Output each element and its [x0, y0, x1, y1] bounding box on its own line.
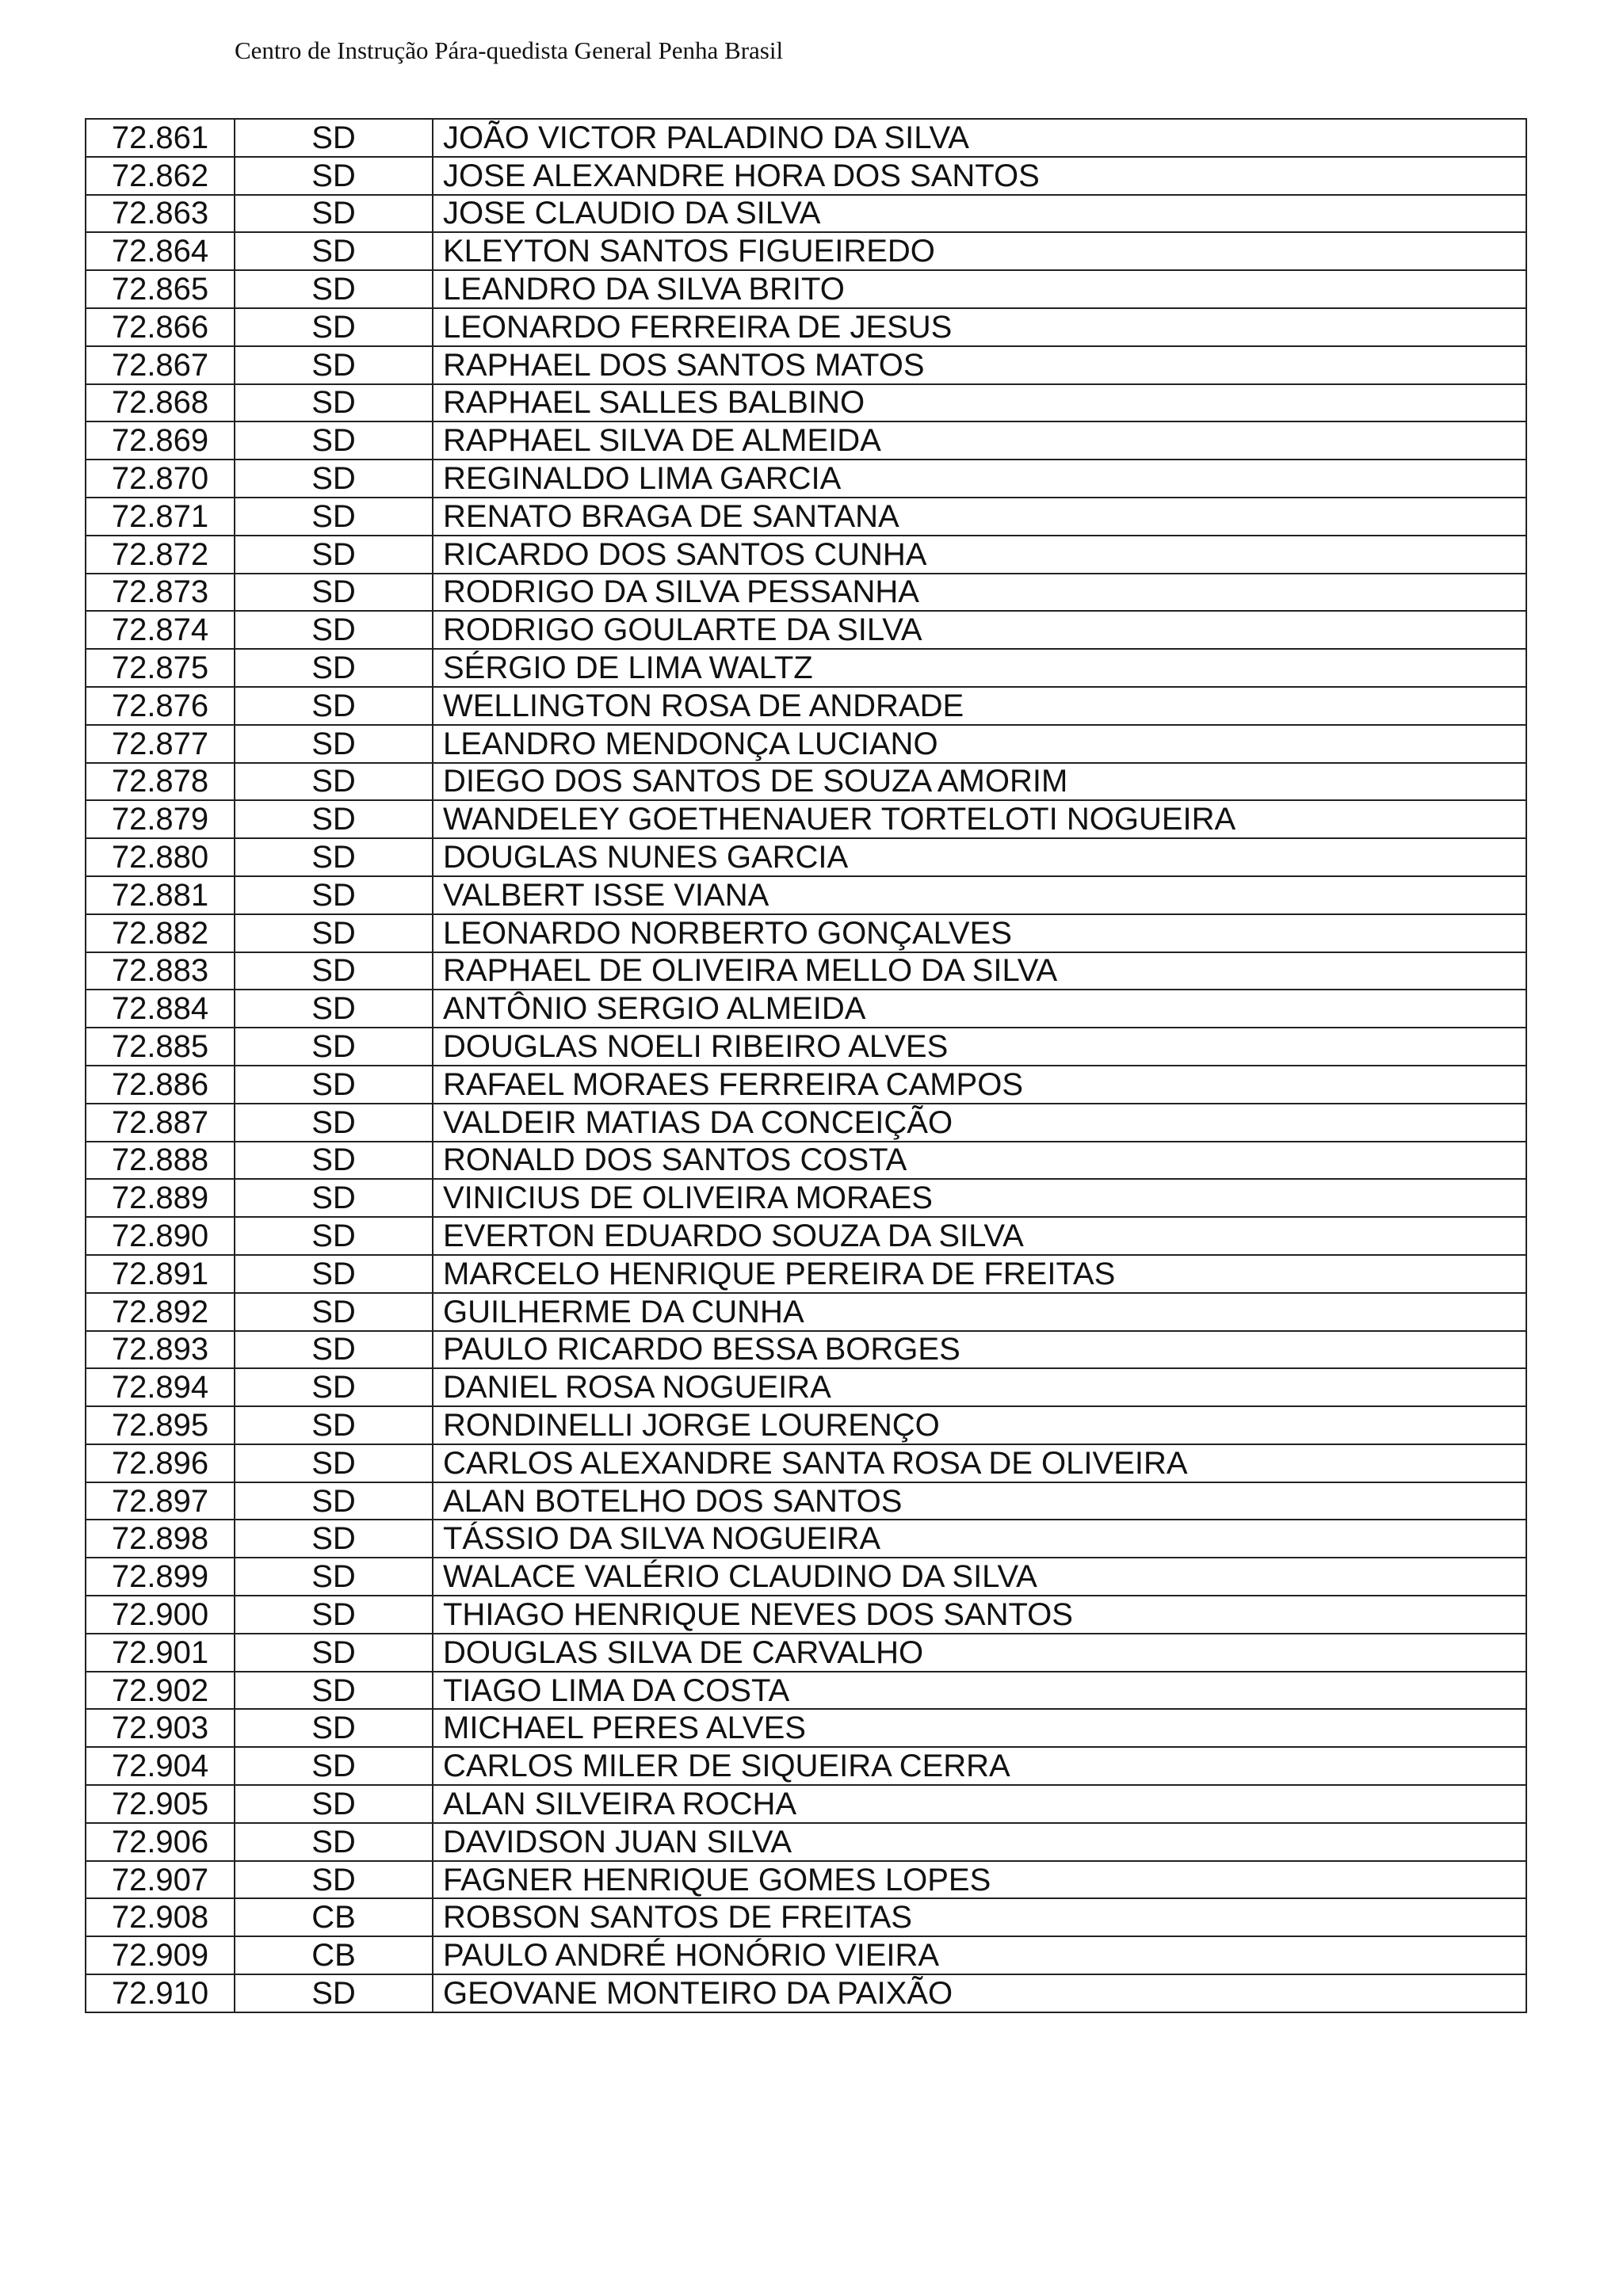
registration-number-cell: 72.909: [86, 1936, 235, 1974]
table-row: [86, 346, 1526, 384]
rank-cell: SD: [235, 1104, 433, 1142]
table-row: [86, 687, 1526, 725]
registration-number-cell: 72.861: [86, 119, 235, 157]
rank-cell: SD: [235, 1066, 433, 1104]
registration-number-cell: 72.877: [86, 725, 235, 763]
registration-number-cell: 72.885: [86, 1028, 235, 1066]
registration-number-cell: 72.879: [86, 800, 235, 838]
table-row: [86, 763, 1526, 801]
name-cell: ALAN BOTELHO DOS SANTOS: [433, 1482, 1526, 1520]
name-cell: REGINALDO LIMA GARCIA: [433, 460, 1526, 498]
registration-number-cell: 72.902: [86, 1672, 235, 1710]
rank-cell: SD: [235, 611, 433, 649]
table-row: [86, 1444, 1526, 1482]
rank-cell: SD: [235, 1672, 433, 1710]
table-row: [86, 1823, 1526, 1861]
rank-cell: SD: [235, 725, 433, 763]
table-row: [86, 876, 1526, 914]
name-cell: MARCELO HENRIQUE PEREIRA DE FREITAS: [433, 1255, 1526, 1293]
registration-number-cell: 72.864: [86, 232, 235, 270]
rank-cell: SD: [235, 346, 433, 384]
name-cell: LEANDRO DA SILVA BRITO: [433, 270, 1526, 308]
name-cell: RAPHAEL SILVA DE ALMEIDA: [433, 421, 1526, 460]
table-row: [86, 725, 1526, 763]
table-row: [86, 838, 1526, 876]
name-cell: TIAGO LIMA DA COSTA: [433, 1672, 1526, 1710]
rank-cell: CB: [235, 1898, 433, 1936]
registration-number-cell: 72.865: [86, 270, 235, 308]
rank-cell: SD: [235, 157, 433, 195]
name-cell: DOUGLAS NOELI RIBEIRO ALVES: [433, 1028, 1526, 1066]
rank-cell: SD: [235, 1179, 433, 1217]
rank-cell: SD: [235, 1444, 433, 1482]
registration-number-cell: 72.894: [86, 1368, 235, 1406]
rank-cell: SD: [235, 1785, 433, 1823]
rank-cell: SD: [235, 952, 433, 990]
rank-cell: SD: [235, 1482, 433, 1520]
registration-number-cell: 72.907: [86, 1861, 235, 1899]
table-row: [86, 1558, 1526, 1596]
registration-number-cell: 72.900: [86, 1596, 235, 1634]
rank-cell: SD: [235, 763, 433, 801]
rank-cell: SD: [235, 1293, 433, 1331]
table-row: [86, 1634, 1526, 1672]
registration-number-cell: 72.878: [86, 763, 235, 801]
rank-cell: SD: [235, 1028, 433, 1066]
table-row: [86, 232, 1526, 270]
registration-number-cell: 72.881: [86, 876, 235, 914]
rank-cell: SD: [235, 1861, 433, 1899]
name-cell: LEANDRO MENDONÇA LUCIANO: [433, 725, 1526, 763]
table-row: [86, 1066, 1526, 1104]
table-row: [86, 536, 1526, 574]
registration-number-cell: 72.862: [86, 157, 235, 195]
name-cell: WELLINGTON ROSA DE ANDRADE: [433, 687, 1526, 725]
name-cell: LEONARDO NORBERTO GONÇALVES: [433, 914, 1526, 952]
registration-number-cell: 72.893: [86, 1331, 235, 1369]
registration-number-cell: 72.868: [86, 384, 235, 422]
rank-cell: CB: [235, 1936, 433, 1974]
name-cell: GEOVANE MONTEIRO DA PAIXÃO: [433, 1974, 1526, 2012]
table-row: [86, 1104, 1526, 1142]
rank-cell: SD: [235, 1217, 433, 1255]
rank-cell: SD: [235, 536, 433, 574]
rank-cell: SD: [235, 498, 433, 536]
name-cell: FAGNER HENRIQUE GOMES LOPES: [433, 1861, 1526, 1899]
registration-number-cell: 72.910: [86, 1974, 235, 2012]
rank-cell: SD: [235, 1406, 433, 1444]
rank-cell: SD: [235, 1974, 433, 2012]
registration-number-cell: 72.890: [86, 1217, 235, 1255]
registration-number-cell: 72.888: [86, 1142, 235, 1180]
table-row: [86, 1255, 1526, 1293]
name-cell: RODRIGO GOULARTE DA SILVA: [433, 611, 1526, 649]
table-row: [86, 157, 1526, 195]
registration-number-cell: 72.872: [86, 536, 235, 574]
name-cell: RENATO BRAGA DE SANTANA: [433, 498, 1526, 536]
name-cell: PAULO RICARDO BESSA BORGES: [433, 1331, 1526, 1369]
table-row: [86, 119, 1526, 157]
registration-number-cell: 72.871: [86, 498, 235, 536]
registration-number-cell: 72.891: [86, 1255, 235, 1293]
registration-number-cell: 72.895: [86, 1406, 235, 1444]
registration-number-cell: 72.896: [86, 1444, 235, 1482]
rank-cell: SD: [235, 1596, 433, 1634]
table-row: [86, 1596, 1526, 1634]
table-row: [86, 1861, 1526, 1899]
registration-number-cell: 72.905: [86, 1785, 235, 1823]
registration-number-cell: 72.899: [86, 1558, 235, 1596]
registration-number-cell: 72.903: [86, 1709, 235, 1747]
table-row: [86, 574, 1526, 612]
rank-cell: SD: [235, 308, 433, 346]
registration-number-cell: 72.870: [86, 460, 235, 498]
name-cell: RICARDO DOS SANTOS CUNHA: [433, 536, 1526, 574]
table-row: [86, 1217, 1526, 1255]
registration-number-cell: 72.906: [86, 1823, 235, 1861]
registration-number-cell: 72.901: [86, 1634, 235, 1672]
name-cell: CARLOS ALEXANDRE SANTA ROSA DE OLIVEIRA: [433, 1444, 1526, 1482]
table-row: [86, 1293, 1526, 1331]
registration-number-cell: 72.887: [86, 1104, 235, 1142]
rank-cell: SD: [235, 1634, 433, 1672]
rank-cell: SD: [235, 1142, 433, 1180]
table-row: [86, 1142, 1526, 1180]
name-cell: DOUGLAS SILVA DE CARVALHO: [433, 1634, 1526, 1672]
rank-cell: SD: [235, 195, 433, 233]
rank-cell: SD: [235, 876, 433, 914]
table-row: [86, 384, 1526, 422]
name-cell: JOSE ALEXANDRE HORA DOS SANTOS: [433, 157, 1526, 195]
name-cell: RONDINELLI JORGE LOURENÇO: [433, 1406, 1526, 1444]
name-cell: CARLOS MILER DE SIQUEIRA CERRA: [433, 1747, 1526, 1785]
name-cell: SÉRGIO DE LIMA WALTZ: [433, 649, 1526, 687]
roster-table: [85, 118, 1527, 2013]
name-cell: ALAN SILVEIRA ROCHA: [433, 1785, 1526, 1823]
table-row: [86, 308, 1526, 346]
rank-cell: SD: [235, 687, 433, 725]
table-row: [86, 1898, 1526, 1936]
rank-cell: SD: [235, 119, 433, 157]
table-row: [86, 649, 1526, 687]
registration-number-cell: 72.866: [86, 308, 235, 346]
name-cell: VALBERT ISSE VIANA: [433, 876, 1526, 914]
registration-number-cell: 72.880: [86, 838, 235, 876]
name-cell: ROBSON SANTOS DE FREITAS: [433, 1898, 1526, 1936]
page-header: Centro de Instrução Pára-quedista General Penha Brasil: [235, 36, 784, 64]
rank-cell: SD: [235, 421, 433, 460]
table-row: [86, 1785, 1526, 1823]
registration-number-cell: 72.884: [86, 990, 235, 1028]
registration-number-cell: 72.886: [86, 1066, 235, 1104]
table-row: [86, 800, 1526, 838]
table-row: [86, 1406, 1526, 1444]
rank-cell: SD: [235, 1709, 433, 1747]
rank-cell: SD: [235, 1331, 433, 1369]
registration-number-cell: 72.897: [86, 1482, 235, 1520]
table-row: [86, 1179, 1526, 1217]
rank-cell: SD: [235, 914, 433, 952]
table-row: [86, 1482, 1526, 1520]
table-row: [86, 498, 1526, 536]
table-row: [86, 611, 1526, 649]
table-row: [86, 195, 1526, 233]
name-cell: TÁSSIO DA SILVA NOGUEIRA: [433, 1520, 1526, 1558]
name-cell: LEONARDO FERREIRA DE JESUS: [433, 308, 1526, 346]
name-cell: JOÃO VICTOR PALADINO DA SILVA: [433, 119, 1526, 157]
rank-cell: SD: [235, 270, 433, 308]
name-cell: PAULO ANDRÉ HONÓRIO VIEIRA: [433, 1936, 1526, 1974]
name-cell: ANTÔNIO SERGIO ALMEIDA: [433, 990, 1526, 1028]
name-cell: RAPHAEL SALLES BALBINO: [433, 384, 1526, 422]
name-cell: RONALD DOS SANTOS COSTA: [433, 1142, 1526, 1180]
table-row: [86, 1709, 1526, 1747]
name-cell: GUILHERME DA CUNHA: [433, 1293, 1526, 1331]
name-cell: RAPHAEL DOS SANTOS MATOS: [433, 346, 1526, 384]
rank-cell: SD: [235, 800, 433, 838]
name-cell: RAPHAEL DE OLIVEIRA MELLO DA SILVA: [433, 952, 1526, 990]
table-row: [86, 1520, 1526, 1558]
table-row: [86, 990, 1526, 1028]
name-cell: EVERTON EDUARDO SOUZA DA SILVA: [433, 1217, 1526, 1255]
rank-cell: SD: [235, 574, 433, 612]
registration-number-cell: 72.873: [86, 574, 235, 612]
registration-number-cell: 72.875: [86, 649, 235, 687]
rank-cell: SD: [235, 1520, 433, 1558]
registration-number-cell: 72.876: [86, 687, 235, 725]
name-cell: KLEYTON SANTOS FIGUEIREDO: [433, 232, 1526, 270]
rank-cell: SD: [235, 1255, 433, 1293]
table-row: [86, 1331, 1526, 1369]
name-cell: DAVIDSON JUAN SILVA: [433, 1823, 1526, 1861]
registration-number-cell: 72.892: [86, 1293, 235, 1331]
name-cell: THIAGO HENRIQUE NEVES DOS SANTOS: [433, 1596, 1526, 1634]
registration-number-cell: 72.904: [86, 1747, 235, 1785]
registration-number-cell: 72.863: [86, 195, 235, 233]
table-row: [86, 1368, 1526, 1406]
rank-cell: SD: [235, 384, 433, 422]
name-cell: JOSE CLAUDIO DA SILVA: [433, 195, 1526, 233]
registration-number-cell: 72.874: [86, 611, 235, 649]
registration-number-cell: 72.898: [86, 1520, 235, 1558]
table-row: [86, 460, 1526, 498]
rank-cell: SD: [235, 649, 433, 687]
rank-cell: SD: [235, 1747, 433, 1785]
registration-number-cell: 72.882: [86, 914, 235, 952]
registration-number-cell: 72.908: [86, 1898, 235, 1936]
rank-cell: SD: [235, 990, 433, 1028]
name-cell: WALACE VALÉRIO CLAUDINO DA SILVA: [433, 1558, 1526, 1596]
rank-cell: SD: [235, 1368, 433, 1406]
rank-cell: SD: [235, 232, 433, 270]
table-row: [86, 1672, 1526, 1710]
rank-cell: SD: [235, 460, 433, 498]
roster-body: [86, 119, 1526, 2012]
name-cell: DANIEL ROSA NOGUEIRA: [433, 1368, 1526, 1406]
table-row: [86, 1974, 1526, 2012]
registration-number-cell: 72.889: [86, 1179, 235, 1217]
table-row: [86, 421, 1526, 460]
name-cell: VALDEIR MATIAS DA CONCEIÇÃO: [433, 1104, 1526, 1142]
table-row: [86, 1028, 1526, 1066]
name-cell: RODRIGO DA SILVA PESSANHA: [433, 574, 1526, 612]
registration-number-cell: 72.883: [86, 952, 235, 990]
registration-number-cell: 72.869: [86, 421, 235, 460]
name-cell: DOUGLAS NUNES GARCIA: [433, 838, 1526, 876]
table-row: [86, 914, 1526, 952]
name-cell: MICHAEL PERES ALVES: [433, 1709, 1526, 1747]
rank-cell: SD: [235, 838, 433, 876]
name-cell: RAFAEL MORAES FERREIRA CAMPOS: [433, 1066, 1526, 1104]
table-row: [86, 1936, 1526, 1974]
table-row: [86, 270, 1526, 308]
table-row: [86, 952, 1526, 990]
name-cell: DIEGO DOS SANTOS DE SOUZA AMORIM: [433, 763, 1526, 801]
name-cell: VINICIUS DE OLIVEIRA MORAES: [433, 1179, 1526, 1217]
rank-cell: SD: [235, 1558, 433, 1596]
table-row: [86, 1747, 1526, 1785]
registration-number-cell: 72.867: [86, 346, 235, 384]
rank-cell: SD: [235, 1823, 433, 1861]
name-cell: WANDELEY GOETHENAUER TORTELOTI NOGUEIRA: [433, 800, 1526, 838]
